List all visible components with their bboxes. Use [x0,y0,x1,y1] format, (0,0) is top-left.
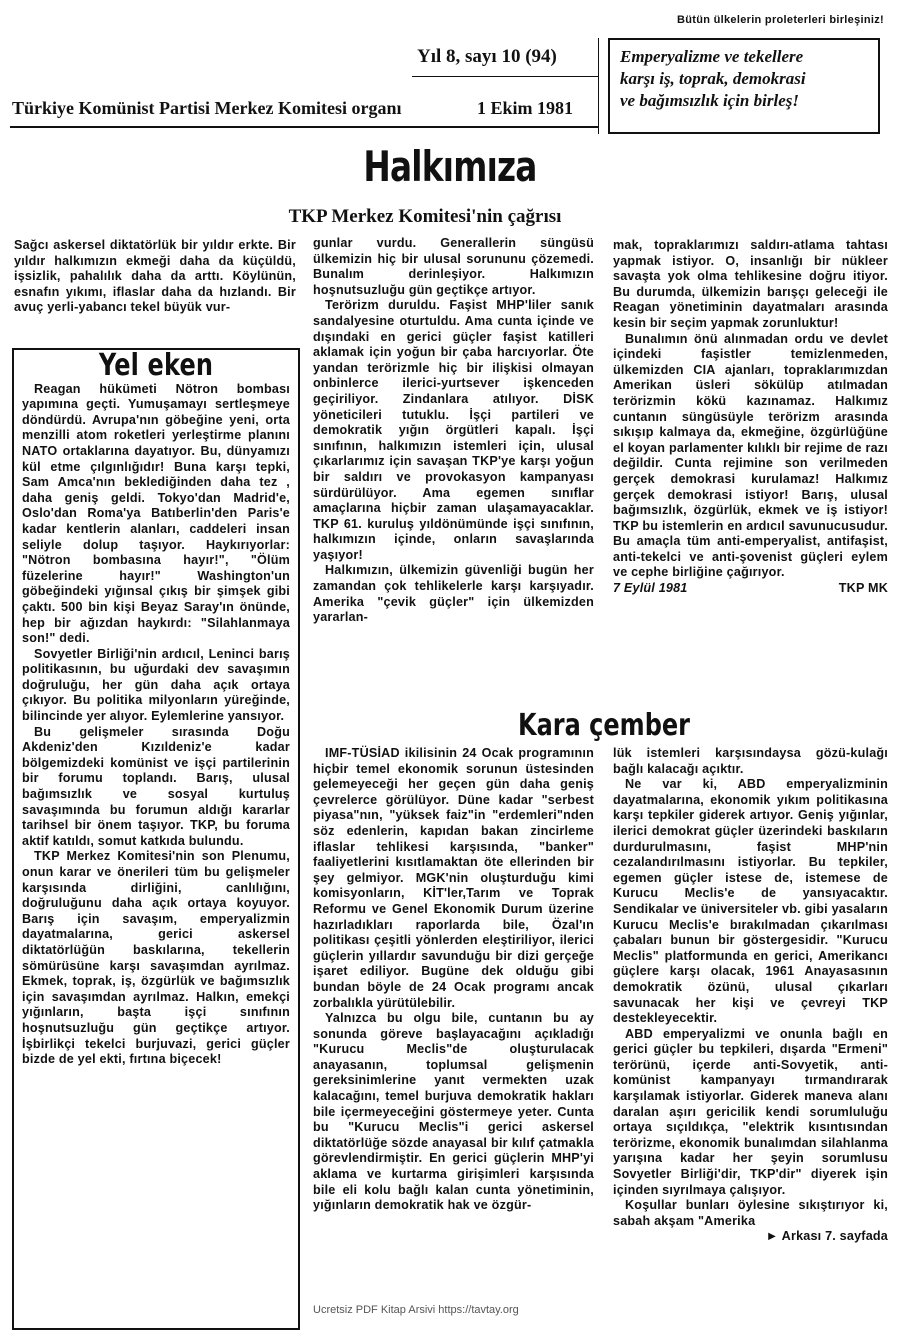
divider [598,38,599,134]
motto-box [608,38,880,134]
yel-eken-title: Yel eken [98,348,214,383]
article-paragraph: gunlar vurdu. Generallerin süngüsü ülkemizin hiç bir ulusal sorununu çözemedi. Bunalım derinleşiyor. Halkımızın hoşnutsuzluğu gün geçtikçe artıyor. [313,236,594,297]
article-paragraph: lük istemleri karşısındaysa gözü-kulağı bağlı kalacağı açıktır. [613,746,888,776]
divider [10,126,598,128]
main-headline: Halkımıza [363,142,537,191]
article-paragraph: Sağcı askersel diktatörlük bir yıldır erkte. Bir yıldır halkımızın ekmeği daha da küçüldü, işsizlik, pahalılık daha da arttı. Köylünün, esnafın yıkımı, iflaslar daha da hızlandı. Bir avuç yerli-yabancı tekel büyük vur- [14,238,296,315]
signature-author: TKP MK [838,581,888,596]
continued-note: ► Arkası 7. sayfada [765,1229,888,1244]
article-paragraph: Sovyetler Birliği'nin ardıcıl, Leninci barış politikasının, bu uğurdaki dev savaşımın doğruluğu, her gün daha açık ortaya çıkıyor. Bu politika milyonların yüreğinde, bilincinde yer alıyor. Eylemlerine yansıyor. [22,646,290,724]
masthead-slogan: Bütün ülkelerin proleterleri birleşiniz! [677,14,884,26]
yel-eken-box [12,348,300,1330]
article-paragraph: Yalnızca bu olgu bile, cuntanın bu ay sonunda göreve başlayacağını açıkladığı "Kurucu Meclis"de oluşturulacak anayasanın, toplumsal gelişmenin gereksinimlerine yanıt vermekten uzak kalacağını, temel burjuva demokratik hakları bile içermeyeceğini göstermeye yeter. Cunta bu "Kurucu Meclis"i gerici askersel diktatörlüğe sözde anayasal bir kılıf çatmakla görevlendirmiştir. En gerici güçlerin MHP'yi aklama ve kurtarma girişimleri karşısında bile eli kolu bağlı kalan cunta yönetiminin, yığınların demokratik hak ve özgür- [313,1011,594,1213]
issue-number: Yıl 8, sayı 10 (94) [417,46,557,67]
main-article-column-1 [14,238,296,316]
main-article-column-3 [613,238,888,597]
motto-line: ve bağımsızlık için birleş! [620,91,799,110]
main-article-column-2 [313,236,594,626]
article-paragraph: Halkımızın, ülkemizin güvenliği bugün her zamandan çok tehlikelerle karşı karşıyadır. Amerika "çevik güçler" için ülkemizden yararlan- [313,563,594,625]
article-paragraph: Bu gelişmeler sırasında Doğu Akdeniz'den Kızıldeniz'e kadar bölgemizdeki komünist ve işçi partilerinin bir forumu toplandı. Barış, ulusal bağımsızlık ve sosyal kurtuluş savaşımında bu forumun aldığı kararlar tarihsel bir önem taşıyor. TKP, bu foruma aktif katıldı, somut katkıda bulundu. [22,724,290,848]
article-paragraph: Reagan hükümeti Nötron bombası yapımına geçti. Yumuşamayı sertleşmeye döndürdü. Avrupa'nın göbeğine yeni, orta menzilli atom roketleri yerleştirme planını NATO ortaklarına dayatıyor. Bu, dünyamızı kül etme çılgınlığıdır! Buna karşı tepki, Sam Amca'nın beklediğinden daha tez , daha geniş geldi. Tokyo'dan Madrid'e, Oslo'dan Roma'ya Batıberlin'den Paris'e kadar kentlerin alanları, caddeleri insan seliyle dolup taşıyor. Haykırıyorlar: "Nötron bombasına hayır!", "Ölüm füzelerine hayır!" Washington'un göbeğindeki yığınsal çıkış bir şimşek gibi çaktı. 500 bin kişi Beyaz Saray'ın önünde, hep bir ağızdan haykırdı: "Silahlanmaya son!" dedi. [22,381,290,646]
article-paragraph: IMF-TÜSİAD ikilisinin 24 Ocak programının hiçbir temel ekonomik sorunun üstesinden gelemeyeceği her geçen gün daha geniş çevrelerce görülüyor. Düne kadar "serbest piyasa"nın, "yüksek faiz"in "erdemleri"nden söz edenlerin, kapıdan bakan zincirleme iflaslar tehlikesi karşısında, "banker" faaliyetlerini kısıtlamaktan öte ellerinden bir şey gelmiyor. MGK'nin oluşturduğu kimi komisyonların, KİT'ler,Tarım ve Toprak Reformu ve Genel Ekonomik Durum üzerine hazırladıkları raporlarda bile, Özal'ın politikası çeşitli yönlerden eleştiriliyor, ilerici güçlerin yıllardır savunduğu bir dizi gerçeğe işaret ediliyor. Bugüne dek olduğu gibi bundan böyle de 24 Ocak programı ancak zorbalıkla yürütülebilir. [313,746,594,1010]
divider [412,76,598,77]
issue-date: 1 Ekim 1981 [477,98,574,118]
publication-organ: Türkiye Komünist Partisi Merkez Komitesi organı [12,98,402,118]
kara-cember-column-2 [613,746,888,1245]
motto-line: karşı iş, toprak, demokrasi [620,69,806,88]
article-paragraph: Ne var ki, ABD emperyalizminin dayatmalarına, ekonomik yıkım politikasına karşı tepkiler giderek artıyor. Geniş yığınlar, ilerici demokrat güçler üzerindeki baskıların durdurulmasını, faşist MHP'nin cezalandırılmasını istiyorlar. Bu tepkiler, egemen güçler istese de, istemese de Kurucu Meclis'e de yansıyacaktır. Sendikalar ve üniversiteler vb. gibi yasaların Kurucu Meclis'e bırakılmadan çıkarılması çabaları bunun bir göstergesidir. "Kurucu Meclis" platformunda en gerici, Amerikancı güçlere karşı olacak, 1961 Anayasasının demokratik özünü, ulusal çıkarları savunacak her kişi ve çevreyi TKP destekleyecektir. [613,777,888,1026]
article-paragraph: mak, topraklarımızı saldırı-atlama tahtası yapmak istiyor. O, insanlığı bir nükleer savaşta yok olma tehlikesine doğru itiyor. Bu durumda, ülkemizin barışçı geleceği ile Reagan yönetiminin dayatmaları arasında kesin bir seçim yapmak zorunluktur! [613,238,888,330]
article-paragraph: TKP Merkez Komitesi'nin son Plenumu, onun karar ve önerileri tüm bu gelişmeler karşısında dirliğini, canlılığını, doğruluğunu daha açık ortaya koyuyor. Barış için savaşım, emperyalizmin dayatmalarına, gerici askersel diktatörlüğün baskılarına, tekellerin sömürüsüne karşı savaşımdan ayrılmaz. Ekmek, toprak, iş, özgürlük ve bağımsızlık için savaşımdan ayrılmaz. Halkın, emekçi yığınların, başta işçi sınıfının hoşnutsuzluğu gün geçtikçe artıyor. İşbirlikçi tekelci burjuvazi, gerici güçler bizde de yel ekti, fırtına biçecek! [22,849,290,1067]
article-paragraph: ABD emperyalizmi ve onunla bağlı en gerici güçler bu tepkileri, dışarda "Ermeni" terörünü, içerde anti-Sovyetik, anti-komünist kampanyayı tırmandırarak karşılamak istiyorlar. Giderek maneva alanı daralan aşırı gericilik kendi sorumluluğu ortaya sıçıldıkça, "elektrik kısıntısından terörizme, ekonomik bunalımdan silahlanma yarışına kadar her şeyin sorumlusu Sovyetler Birliği'dir, TKP'dir" diyerek işin içinden sıyrılmaya çalışıyor. [613,1026,888,1197]
kara-cember-title: Kara çember [518,708,690,743]
article-paragraph: Koşullar bunları öylesine sıkıştırıyor ki, sabah akşam "Amerika [613,1198,888,1228]
kara-cember-column-1 [313,746,594,1214]
footer-watermark: Ucretsiz PDF Kitap Arsivi https://tavtay.org [313,1304,519,1316]
article-paragraph: Bunalımın önü alınmadan ordu ve devlet içindeki faşistler temizlenmeden, ülkemizden CIA ajanları, topraklarımızdan Amerikan üsleri sökülüp atılmadan terörizmin kökü kazınamaz. Halkımız cuntanın süngüsüyle terörizm arasında sıkışıp kalmaya da, ekmeğine, özgürlüğüne el koyan parlamenter kılıklı bir rejime de razı değildir. Cunta rejimine son verilmeden gerçek demokrasi kurulamaz! Halkımız gerçek demokrasi istiyor! Barış, ulusal bağımsızlık, özgürlük, ekmek ve iş istiyor! TKP bu istemlerin en ardıcıl savunucusudur. Bu amaçla tüm anti-emperyalist, antifaşist, anti-tekelci ve anti-şovenist güçleri eylem ve cephe birliğine çağırıyor. [613,331,888,580]
main-subheadline: TKP Merkez Komitesi'nin çağrısı [288,206,562,227]
signature-date: 7 Eylül 1981 [613,581,688,596]
article-paragraph: Terörizm duruldu. Faşist MHP'liler sanık sandalyesine oturtuldu. Ama cunta içinde ve dışındaki en gerici güçler faşist katilleri aklamak için yoğun bir çaba harcıyorlar. Öte yandan terörizmle hiç bir ilişkisi olmayan onbinlerce ilerici-yurtsever işkenceden geçiriliyor. Zindanlara atılıyor. DİSK yöneticileri tutuklu. İşçi partileri ve demokratik yığın örgütleri kapalı. İşçi sınıfının, halkımızın istemleri için, ulusal çıkarlarımız için savaşan TKP'ye karşı yoğun bir saldırı ve provokasyon kampanyası sürdürülüyor. Ama egemen sınıflar amaçlarına hiçbir zaman ulaşamayacaklar. TKP 61. kuruluş yıldönümünde işçi sınıfının, halkımızın içinde, onların savaşlarında yaşıyor! [313,298,594,562]
article-signature [613,581,888,597]
motto-line: Emperyalizme ve tekellere [620,47,804,66]
